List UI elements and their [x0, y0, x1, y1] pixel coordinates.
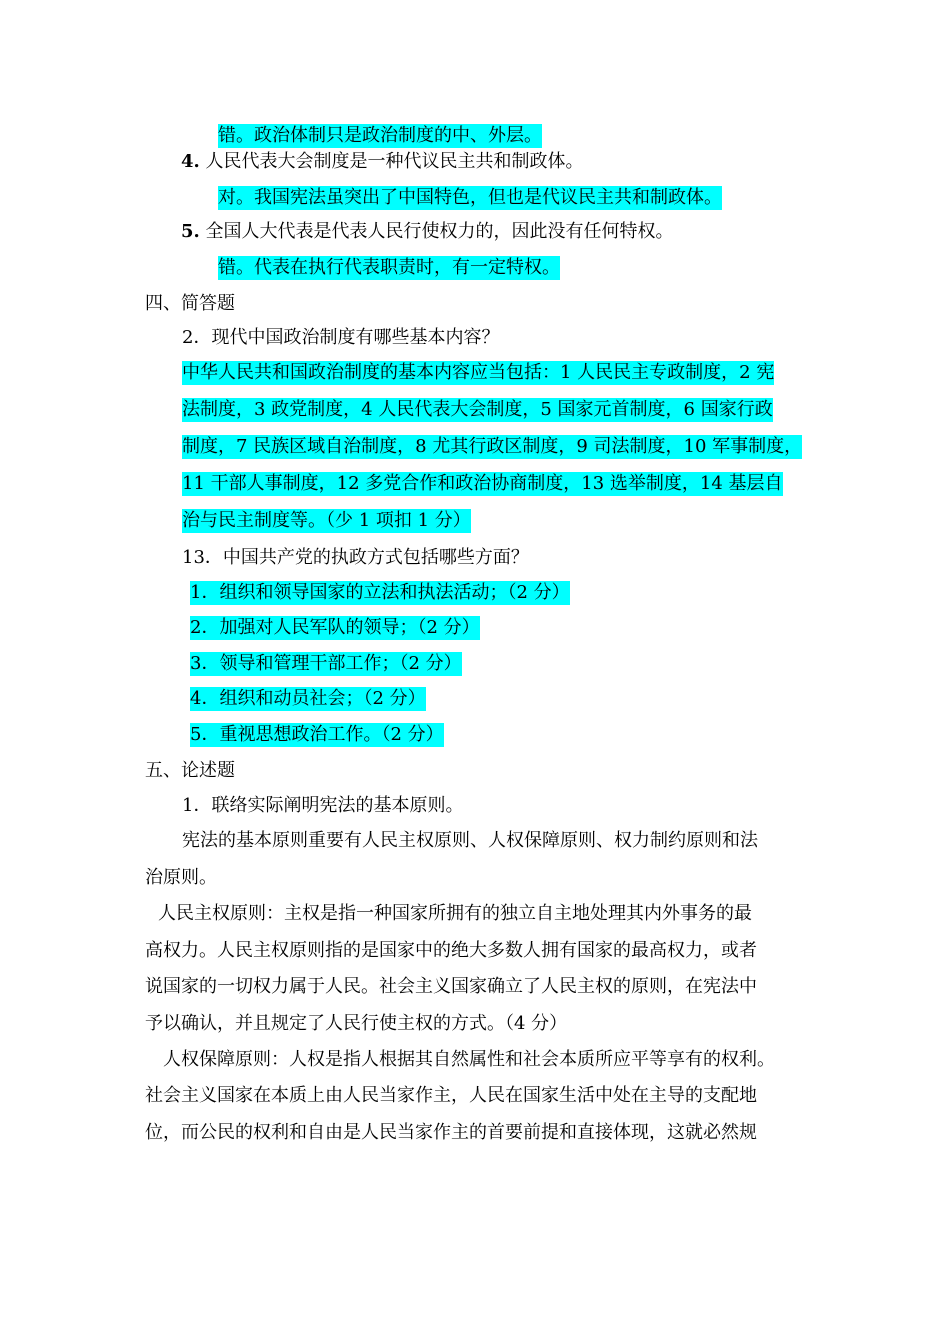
essay-paragraph-line: 予以确认，并且规定了人民行使主权的方式。（4 分） [145, 1013, 568, 1034]
essay-paragraph-line: 治原则。 [145, 867, 217, 888]
essay-paragraph-line: 人权保障原则：人权是指人根据其自然属性和社会本质所应平等享有的权利。 [163, 1049, 775, 1070]
judgment-item5-answer: 错。代表在执行代表职责时，有一定特权。 [218, 257, 560, 278]
judgment-item4-answer: 对。我国宪法虽突出了中国特色，但也是代议民主共和制政体。 [218, 187, 722, 208]
q13-answer-item: 2．加强对人民军队的领导；（2 分） [190, 617, 480, 638]
q2-answer-line: 11 干部人事制度，12 多党合作和政治协商制度，13 选举制度，14 基层自 [182, 473, 783, 494]
judgment-item4 [181, 150, 584, 174]
q13-answer-item: 4．组织和动员社会；（2 分） [190, 688, 426, 709]
judgment-item3-answer: 错。政治体制只是政治制度的中、外层。 [218, 125, 542, 146]
judgment-item5-number: 5. [181, 221, 200, 242]
short-answer-heading: 四、简答题 [145, 293, 235, 314]
essay-paragraph-line: 宪法的基本原则重要有人民主权原则、人权保障原则、权力制约原则和法 [182, 830, 758, 851]
q13-answer-item: 1．组织和领导国家的立法和执法活动；（2 分） [190, 582, 570, 603]
essay-heading: 五、论述题 [145, 760, 235, 781]
judgment-item4-text: 人民代表大会制度是一种代议民主共和制政体。 [205, 151, 584, 172]
q2-answer-line: 制度，7 民族区域自治制度，8 尤其行政区制度，9 司法制度，10 军事制度， [182, 436, 803, 457]
q2-answer-line: 法制度，3 政党制度，4 人民代表大会制度，5 国家元首制度，6 国家行政 [182, 399, 773, 420]
essay-q1: 1．联络实际阐明宪法的基本原则。 [182, 795, 464, 816]
essay-paragraph-line: 社会主义国家在本质上由人民当家作主，人民在国家生活中处在主导的支配地 [145, 1085, 757, 1106]
essay-paragraph-line: 人民主权原则：主权是指一种国家所拥有的独立自主地处理其内外事务的最 [158, 903, 752, 924]
short-answer-q13: 13．中国共产党的执政方式包括哪些方面？ [182, 547, 529, 568]
judgment-item5 [181, 220, 674, 244]
q13-answer-item: 3．领导和管理干部工作；（2 分） [190, 653, 462, 674]
q13-answer-item: 5．重视思想政治工作。（2 分） [190, 724, 444, 745]
essay-paragraph-line: 说国家的一切权力属于人民。社会主义国家确立了人民主权的原则，在宪法中 [145, 976, 757, 997]
essay-paragraph-line: 高权力。人民主权原则指的是国家中的绝大多数人拥有国家的最高权力，或者 [145, 940, 757, 961]
q2-answer-line: 中华人民共和国政治制度的基本内容应当包括：1 人民民主专政制度，2 宪 [182, 362, 775, 383]
essay-paragraph-line: 位，而公民的权利和自由是人民当家作主的首要前提和直接体现，这就必然规 [145, 1122, 757, 1143]
judgment-item4-number: 4. [181, 151, 200, 172]
judgment-item5-text: 全国人大代表是代表人民行使权力的，因此没有任何特权。 [205, 221, 674, 242]
short-answer-q2: 2．现代中国政治制度有哪些基本内容？ [182, 327, 500, 348]
q2-answer-line: 治与民主制度等。（少 1 项扣 1 分） [182, 510, 471, 531]
